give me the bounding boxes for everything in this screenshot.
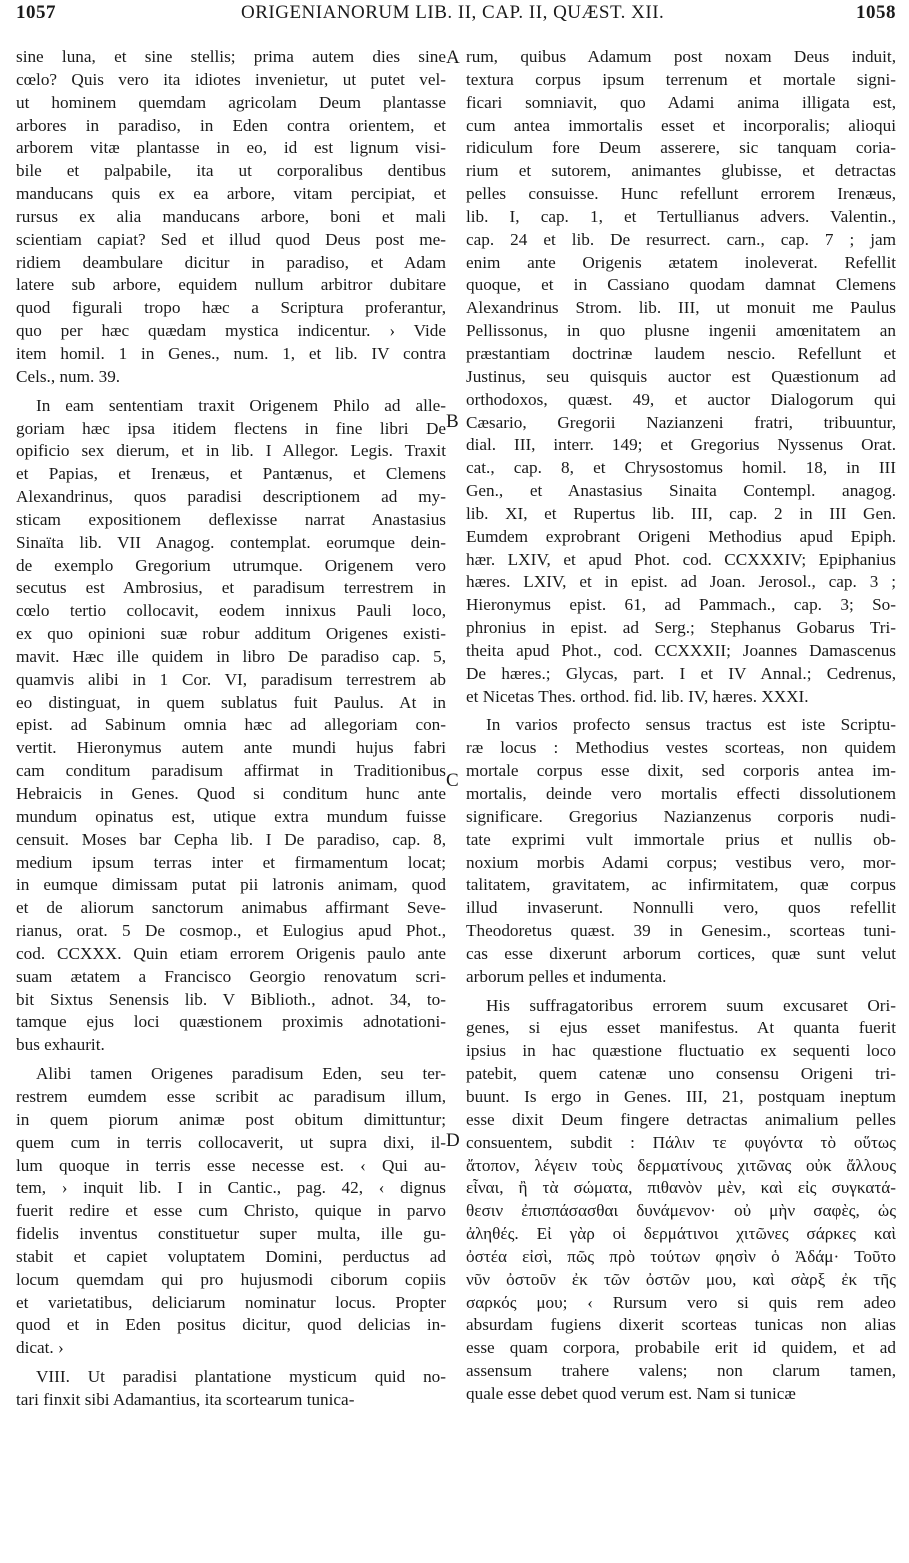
paragraph	[16, 1063, 446, 1360]
text-line: tamque ejus loci quæstionem proximis adnotationi-	[16, 1012, 446, 1032]
text-line: medium ipsum terras inter et firmamentum locat;	[16, 852, 446, 872]
text-line: locum quemdam qui pro hujusmodi ciborum copiis	[16, 1269, 446, 1289]
text-line: buunt. Is ergo in Genes. III, 21, postquam ineptum	[466, 1086, 896, 1106]
margin-marker-d: D	[446, 1130, 460, 1151]
text-line: Pellissonus, in quo plusne ingenii amœnitatem an	[466, 321, 896, 341]
text-line: esse quam corpora, probabile erit id quidem, et ad	[466, 1338, 896, 1358]
text-line: rianus, orat. 5 De cosmop., et Eulogius apud Phot.,	[16, 921, 446, 941]
text-line: item homil. 1 in Genes., num. 1, et lib. IV contra	[16, 343, 446, 363]
text-line: σαρκός μου; ‹ Rursum vero si quis rem adeo	[466, 1292, 896, 1312]
paragraph	[16, 395, 446, 1057]
text-line: mortale corpus esse dixit, sed corporis antea im-	[466, 761, 896, 781]
text-line: rursus ex alia manducans arbore, boni et mali	[16, 206, 446, 226]
text-line: bile et palpabile, ita ut corporalibus dentibus	[16, 161, 446, 181]
text-line: dial. III, interr. 149; et Gregorius Nyssenus Orat.	[466, 435, 896, 455]
text-line: fidelis inventus constituetur super multa, ille gu-	[16, 1224, 446, 1244]
text-line: significare. Gregorius Nazianzenus corporis nudi-	[466, 806, 896, 826]
text-line: dicat. ›	[16, 1338, 64, 1358]
text-line: esse dixit Deum fingere detractas animalium pelles	[466, 1109, 896, 1129]
text-line: quem cum in terris collocaverit, ut supra dixi, il-	[16, 1132, 446, 1152]
text-line: De hæres.; Glycas, part. I et IV Annal.; Cedrenus,	[466, 663, 896, 683]
text-line: ὀστέα εἰσὶ, πῶς πρὸ τούτων φησὶν ὁ Ἀδάμ· Τοῦτο	[466, 1246, 896, 1266]
text-line: Alexandrinus Strom. lib. III, ut monuit me Paulus	[466, 298, 896, 318]
text-line: cod. CCXXX. Quin etiam errorem Origenis paulo ante	[16, 943, 446, 963]
text-line: stabit et capiet voluptatem Domini, perductus ad	[16, 1246, 446, 1266]
text-line: ridiem deambulare dicitur in paradiso, et Adam	[16, 252, 446, 272]
text-line: arborum pelles et indumenta.	[466, 966, 667, 986]
text-line: ridiculum fore Deum asserere, sic tanquam coria-	[466, 138, 896, 158]
text-line: tem, › inquit lib. I in Cantic., pag. 42, ‹ dignus	[16, 1178, 446, 1198]
text-line: Sinaïta lib. VII Anagog. contemplat. eorumque dein-	[16, 532, 446, 552]
right-column	[466, 46, 896, 1406]
text-line: suam ætatem a Francisco Georgio renovatum scri-	[16, 966, 446, 986]
text-line: latere sub arbore, equidem nullum arbitror dubitare	[16, 275, 446, 295]
text-line: sine luna, et sine stellis; prima autem dies sine	[16, 47, 446, 66]
text-line: ipsius in hac quæstione fluctuatio ex sequenti loco	[466, 1041, 896, 1061]
text-line: præstantiam doctrinæ laudem nescio. Refellunt et	[466, 343, 896, 363]
text-line: cap. 24 et lib. De resurrect. carn., cap. 7 ; jam	[466, 229, 896, 249]
text-line: ficari somniavit, quo Adami anima illigata est,	[466, 92, 896, 112]
text-line: Gen., et Anastasius Sinaita Contempl. anagog.	[466, 481, 896, 501]
text-line: hæres. LXIV, et in epist. ad Joan. Jerosol., cap. 3 ;	[466, 572, 896, 592]
margin-marker-c: C	[446, 770, 459, 791]
page-header	[16, 2, 896, 28]
text-line: In varios profecto sensus tractus est iste Scriptu-	[486, 715, 896, 735]
text-line: talitatem, gravitatem, ac infirmitatem, quæ corpus	[466, 875, 896, 895]
text-line: pelles consuisse. Hunc refellunt errorem Irenæus,	[466, 184, 896, 204]
text-line: bit Sixtus Senensis lib. V Biblioth., adnot. 34, to-	[16, 989, 446, 1009]
text-line: quamvis alibi in 1 Cor. VI, paradisum terrestrem ab	[16, 669, 446, 689]
page-number-right: 1058	[856, 2, 896, 23]
text-line: θεσιν ἐπισπάσασθαι δυνάμενον· οὐ μὴν σαφὲς, ὡς	[466, 1201, 896, 1221]
text-line: εἶναι, ἢ τὰ σώματα, πιθανὸν μὲν, καὶ εἰς συγκατά-	[466, 1178, 896, 1198]
text-line: cas esse dixerunt arborum cortices, quæ sunt velut	[466, 943, 896, 963]
text-line: orthodoxos, quæst. 49, et auctor Dialogorum qui	[466, 389, 896, 409]
text-line: secutus est Ambrosius, et paradisum terrestrem in	[16, 578, 446, 598]
text-line: illud invaserunt. Nonnulli vero, quos refellit	[466, 898, 896, 918]
text-line: theita apud Phot., cod. CCXXXII; Joannes Damascenus	[466, 640, 896, 660]
text-line: lib. XI, et Rupertus lib. III, cap. 2 in III Gen.	[466, 503, 896, 523]
text-line: enim ante Origenis ætatem inoleverat. Refellit	[466, 252, 896, 272]
text-line: Justinus, seu quisquis auctor est Quæstionum ad	[466, 366, 896, 386]
text-line: ræ locus : Methodius vestes scorteas, non quidem	[466, 738, 896, 758]
text-line: fuerit redire et esse cum Christo, quique in parvo	[16, 1201, 446, 1221]
text-line: in eumque dimissam putat pii latronis animam, quod	[16, 875, 446, 895]
text-line: de exemplo Gregorium utrumque. Origenem vero	[16, 555, 446, 575]
text-line: Theodoretus quæst. 39 in Genesim., scorteas tuni-	[466, 921, 896, 941]
text-line: quod figurali tropo hæc a Scriptura proferantur,	[16, 298, 446, 318]
text-line: goriam hæc ipsa itidem flectens in fine libri De	[16, 418, 446, 438]
text-line: et varietatibus, deliciarum nominatur locus. Propter	[16, 1292, 446, 1312]
text-line: Cels., num. 39.	[16, 366, 121, 386]
text-line: cœlo tertio collocavit, eodem innixus Pauli loco,	[16, 601, 446, 621]
text-line: mortalis, deinde vero mortalis effecti dissolutionem	[466, 784, 896, 803]
margin-marker-b: B	[446, 411, 459, 432]
text-line: et Papias, et Irenæus, et Pantænus, et Clemens	[16, 464, 446, 484]
text-line: absurdam fugiens dixerit scorteas tunicas non alias	[466, 1315, 896, 1335]
text-line: et Nicetas Thes. orthod. fid. lib. IV, hæres. XXXI.	[466, 686, 809, 706]
text-line: Alexandrinus, quos paradisi descriptionem ad my-	[16, 487, 446, 507]
paragraph	[466, 46, 896, 708]
text-line: ex quo opinioni suæ robur additum Origenes existi-	[16, 624, 446, 644]
paragraph	[466, 995, 896, 1406]
text-line: tari finxit sibi Adamantius, ita scortearum tunica-	[16, 1389, 355, 1409]
text-line: quoque, et in Cassiano quodam damnat Clemens	[466, 275, 896, 295]
text-line: textura corpus ipsum terrenum et mortale signi-	[466, 69, 896, 89]
text-line: ἀληθές. Εἰ γὰρ οἱ δερμάτινοι χιτῶνες σάρκες καὶ	[466, 1224, 896, 1244]
text-line: lib. I, cap. 1, et Tertullianus advers. Valentin.,	[466, 206, 896, 226]
text-line: quo per hæc quædam mystica indicentur. › Vide	[16, 321, 446, 341]
text-line: In eam sententiam traxit Origenem Philo ad alle-	[36, 395, 446, 415]
text-line: eo distinguat, in quem sublatus fuit Paulus. At in	[16, 692, 446, 712]
text-line: censuit. Moses bar Cepha lib. I De paradiso, cap. 8,	[16, 829, 446, 849]
text-line: cam conditum paradisum affirmat in Traditionibus	[16, 761, 446, 781]
text-line: phronius in epist. ad Serg.; Stephanus Gobarus Tri-	[466, 618, 896, 638]
text-line: VIII. Ut paradisi plantatione mysticum quid no-	[36, 1367, 446, 1387]
text-line: manducans quis ex ea arbore, vitam percipiat, et	[16, 184, 446, 204]
text-line: Alibi tamen Origenes paradisum Eden, seu ter-	[36, 1064, 446, 1084]
running-title: ORIGENIANORUM LIB. II, CAP. II, QUÆST. XII.	[241, 2, 665, 23]
text-line: in quem piorum animæ post obitum dimittuntur;	[16, 1109, 446, 1129]
left-column	[16, 46, 446, 1412]
text-line: His suffragatoribus errorem suum excusaret Ori-	[486, 995, 896, 1015]
text-line: consuentem, subdit : Πάλιν τε φυγόντα τὸ οὕτως	[466, 1132, 896, 1152]
text-line: mundum opinatus est, utique extra mundum fuisse	[16, 806, 446, 826]
text-line: hær. LXIV, et apud Phot. cod. CCXXXIV; Epiphanius	[466, 549, 896, 569]
text-line: restrem eumdem esse scribit ac paradisum illum,	[16, 1086, 446, 1106]
text-line: et de aliorum sanctorum animabus affirmant Seve-	[16, 898, 446, 918]
paragraph	[16, 46, 446, 389]
paragraph	[16, 1366, 446, 1412]
text-line: arborem vitæ plantasse in eo, id est lignum visi-	[16, 138, 446, 158]
text-line: opificio sex dierum, et in lib. I Allegor. Legis. Traxit	[16, 441, 446, 461]
text-line: Hieronymus epist. 61, ad Pammach., cap. 3; So-	[466, 595, 896, 615]
margin-marker-a: A	[446, 47, 460, 68]
text-line: genes, si ejus esset manifestus. At quanta fuerit	[466, 1018, 896, 1038]
text-line: scientiam capiat? Sed et illud quod Deus post me-	[16, 229, 446, 249]
text-line: epist. ad Sabinum omnia hæc ad allegoriam con-	[16, 715, 446, 735]
text-line: ἄτοπον, λέγειν τοὺς δερματίνους χιτῶνας οὐκ ἄλλους	[466, 1155, 896, 1175]
text-line: sticam expositionem deflexisse narrat Anastasius	[16, 509, 446, 529]
text-line: quod et in Eden positus dicitur, quod delicias in-	[16, 1315, 446, 1335]
text-line: noxium morbis Adami corpus; vestibus vero, mor-	[466, 852, 896, 872]
text-line: lum quoque in terris esse necesse est. ‹ Qui au-	[16, 1155, 446, 1175]
text-line: vertit. Hieronymus autem ante mundi hujus fabri	[16, 738, 446, 758]
text-line: cum antea immortalis esset et incorporalis; alioqui	[466, 115, 896, 135]
text-line: ut hominem quemdam agricolam Deum plantasse	[16, 92, 446, 112]
text-line: tate exprimi vult immortale prius et nullis ob-	[466, 829, 896, 849]
text-line: rum, quibus Adamum post noxam Deus induit,	[466, 47, 896, 66]
text-line: Cæsario, Gregorii Nazianzeni fratri, tribuuntur,	[466, 412, 896, 432]
text-line: patebit, quem catenæ uno consensu Origeni tri-	[466, 1064, 896, 1084]
paragraph	[466, 714, 896, 988]
text-line: Hebraicis in Genes. Quod si conditum hunc ante	[16, 784, 446, 803]
text-line: assensum trahere valens; non clarum tamen,	[466, 1361, 896, 1381]
text-line: arbores in paradiso, in Eden contra orientem, et	[16, 115, 446, 135]
text-line: Eumdem exprobrant Origeni Methodius apud Epiph.	[466, 526, 896, 546]
text-line: rium et sutorem, animantes glubisse, et detractas	[466, 161, 896, 181]
text-line: cat., cap. 8, et Chrysostomus homil. 18, in III	[466, 458, 896, 478]
text-line: cœlo? Quis vero ita idiotes invenietur, ut putet vel-	[16, 69, 446, 89]
text-line: νῦν ὀστοῦν ἐκ τῶν ὀστῶν μου, καὶ σὰρξ ἐκ τῆς	[466, 1269, 896, 1289]
text-line: quale esse debet quod verum est. Nam si tunicæ	[466, 1383, 796, 1403]
text-line: bus exhaurit.	[16, 1035, 105, 1055]
text-line: mavit. Hæc ille quidem in libro De paradiso cap. 5,	[16, 646, 446, 666]
page-number-left: 1057	[16, 2, 56, 23]
